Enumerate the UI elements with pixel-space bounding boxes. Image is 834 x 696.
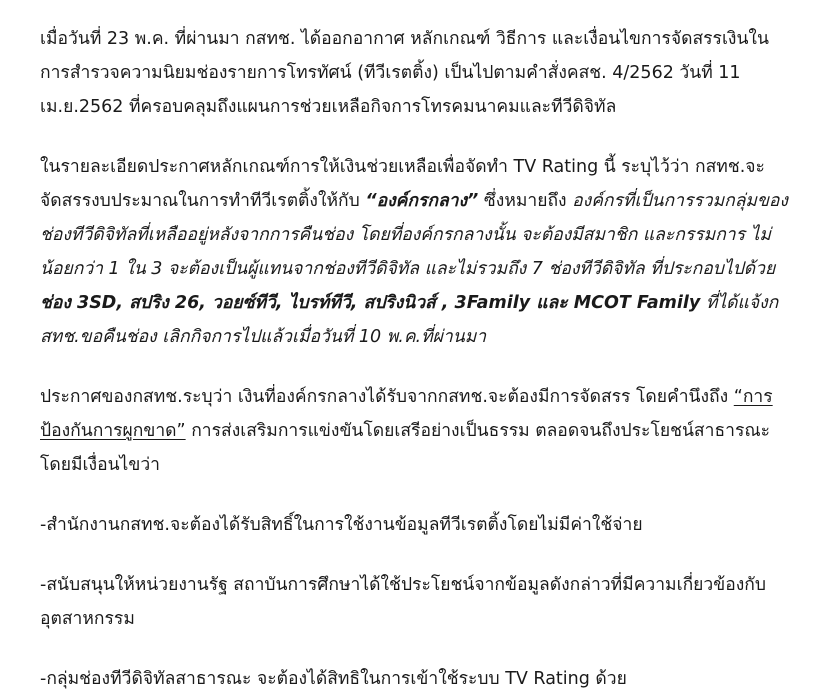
bullet-item-3: -กลุ่มช่องทีวีดิจิทัลสาธารณะ จะต้องได้สิทธิในการเข้าใช้ระบบ TV Rating ด้วย [40,669,627,689]
paragraph-2-seg-4-italic: องค์กรที่เป็นการรวมกลุ่มของช่องทีวีดิจิทัลที่เหลืออยู่หลังจากการคืนช่อง โดยที่องค์กรกลางนั้น จะต้องมีสมาชิก และกรรมการ ไม่น้อยกว่า 1 ใน 3 จะต้องเป็นผู้แทนจากช่องทีวีดิจิทัล และไม่รวมถึง 7 ช่องทีวีดิจิทัล ที่ประกอบไปด้วย [40,191,788,279]
inline-link-anti-monopoly[interactable]: “การป้องกันการผูกขาด” [40,387,773,441]
paragraph-3-seg-1: ประกาศของกสทช.ระบุว่า เงินที่องค์กรกลางได้รับจากกสทช.จะต้องมีการจัดสรร โดยคำนึงถึง [40,387,734,407]
bullet-item-2: -สนับสนุนให้หน่วยงานรัฐ สถาบันการศึกษาได้ใช้ประโยชน์จากข้อมูลดังกล่าวที่มีความเกี่ยวข้องกับอุตสาหกรรม [40,575,766,629]
paragraph-2-seg-3: ซึ่งหมายถึง [478,191,573,211]
paragraph-1: เมื่อวันที่ 23 พ.ค. ที่ผ่านมา กสทช. ได้ออกอากาศ หลักเกณฑ์ วิธีการ และเงื่อนไขการจัดสรรเงินในการสำรวจความนิยมช่องรายการโทรทัศน์ (ทีวีเรตติ้ง) เป็นไปตามคำสั่งคสช. 4/2562 วันที่ 11 เม.ย.2562 ที่ครอบคลุมถึงแผนการช่วยเหลือกิจการโทรคมนาคมและทีวีดิจิทัล [40,29,769,117]
paragraph-2-seg-2-emphasis: “องค์กรกลาง” [365,191,479,211]
bullet-item-1: -สำนักงานกสทช.จะต้องได้รับสิทธิ์ในการใช้งานข้อมูลทีวีเรตติ้งโดยไม่มีค่าใช้จ่าย [40,515,643,535]
paragraph-2-seg-5-channel-list: ช่อง 3SD, สปริง 26, วอยซ์ทีวี, ไบรท์ทีวี, สปริงนิวส์ , 3Family และ MCOT Family [40,293,701,313]
paragraph-3-seg-3: การส่งเสริมการแข่งขันโดยเสรีอย่างเป็นธรรม ตลอดจนถึงประโยชน์สาธารณะ โดยมีเงื่อนไขว่า [40,421,770,475]
paragraph-2 [40,150,794,354]
paragraph-2-seg-6-italic: ที่ได้แจ้งกสทช.ขอคืนช่อง เลิกกิจการไปแล้วเมื่อวันที่ 10 พ.ค.ที่ผ่านมา [40,293,779,347]
paragraph-2-seg-1: ในรายละเอียดประกาศหลักเกณฑ์การให้เงินช่วยเหลือเพื่อจัดทำ TV Rating นี้ ระบุไว้ว่า กสทช.จะจัดสรรงบประมาณในการทำทีวีเรตติ้งให้กับ [40,157,765,211]
paragraph-3 [40,380,794,482]
